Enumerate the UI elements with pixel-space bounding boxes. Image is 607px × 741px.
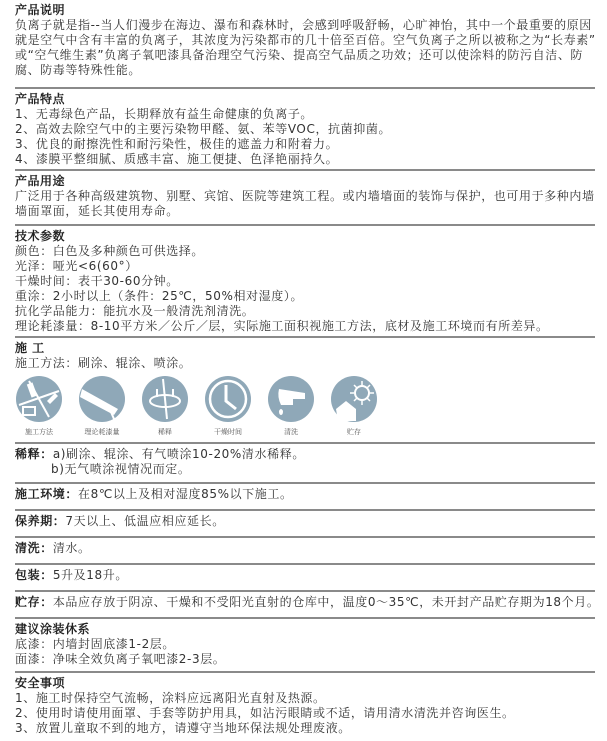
icon-label: 理论耗漆量 bbox=[84, 428, 120, 436]
icon-label: 稀释 bbox=[158, 428, 172, 436]
system-item: 面漆：净味全效负离子氧吧漆2-3层。 bbox=[15, 652, 226, 666]
dilution-a: a)刷涂、辊涂、有气喷涂10-20%清水稀释。 bbox=[52, 447, 305, 461]
section-title: 安全事项 bbox=[15, 676, 66, 690]
storage-sun-icon bbox=[330, 375, 378, 423]
section-title: 施 工 bbox=[15, 341, 45, 355]
section-construction bbox=[15, 338, 595, 444]
packaging-label: 包装： bbox=[15, 568, 53, 582]
roller-icon bbox=[78, 375, 126, 423]
spec-item: 重涂：2小时以上（条件：25℃，50%相对湿度）。 bbox=[15, 289, 304, 303]
spec-item: 干燥时间：表干30-60分钟。 bbox=[15, 274, 179, 288]
section-title: 产品说明 bbox=[15, 3, 66, 17]
list-item: 4、漆膜平整细腻、质感丰富、施工便捷、色泽艳丽持久。 bbox=[15, 152, 339, 166]
section-specs bbox=[15, 226, 595, 338]
list-item: 2、高效去除空气中的主要污染物甲醛、氨、苯等VOC，抗菌抑菌。 bbox=[15, 122, 392, 136]
packaging-value: 5升及18升。 bbox=[52, 568, 128, 582]
text-line: 负离子就是指--当人们漫步在海边、瀑布和森林时，会感到呼吸舒畅，心旷神怡，其中一个最重要的原因 bbox=[15, 18, 592, 32]
icon-faucet bbox=[267, 375, 330, 437]
icon-roller bbox=[78, 375, 141, 437]
text-line: 或“空气维生素”负离子氧吧漆具备治理空气污染、提高空气品质之功效；还可以使涂料的防污自洁、防 bbox=[15, 48, 584, 62]
environment-label: 施工环境： bbox=[15, 487, 79, 501]
section-title: 建议涂装休系 bbox=[15, 622, 91, 636]
text-line: 腐、防毒等特殊性能。 bbox=[15, 63, 142, 77]
section-title: 产品特点 bbox=[15, 92, 66, 106]
system-item: 底漆：内墙封固底漆1-2层。 bbox=[15, 637, 176, 651]
icon-clock bbox=[204, 375, 267, 437]
dilution-b: b)无气喷涂视情况而定。 bbox=[51, 462, 191, 476]
list-item: 3、优良的耐擦洗性和耐污染性，极佳的遮盖力和附着力。 bbox=[15, 137, 339, 151]
section-environment bbox=[15, 484, 595, 511]
section-description bbox=[15, 0, 595, 89]
icon-label: 干燥时间 bbox=[214, 428, 242, 436]
storage-label: 贮存： bbox=[15, 595, 53, 609]
section-features bbox=[15, 89, 595, 171]
spec-item: 抗化学品能力：能抗水及一般清洗剂清洗。 bbox=[15, 304, 255, 318]
tools-icon bbox=[15, 375, 63, 423]
curing-value: 7天以上、低温应相应延长。 bbox=[65, 514, 225, 528]
stir-icon bbox=[141, 375, 189, 423]
icon-label: 清洗 bbox=[284, 428, 298, 436]
section-usage bbox=[15, 171, 595, 226]
spec-item: 光泽：哑光<6(60°） bbox=[15, 259, 138, 273]
section-title: 产品用途 bbox=[15, 174, 66, 188]
icon-row bbox=[15, 375, 595, 437]
text-line: 墙面罩面，延长其使用寿命。 bbox=[15, 204, 179, 218]
icon-label: 施工方法 bbox=[25, 428, 53, 436]
icon-storage bbox=[330, 375, 393, 437]
section-cleaning bbox=[15, 538, 595, 565]
dilution-label: 稀释： bbox=[15, 447, 53, 461]
safety-item: 2、使用时请使用面罩、手套等防护用具，如沾污眼睛或不适，请用清水清洗并咨询医生。 bbox=[15, 706, 515, 720]
safety-item: 3、放置儿童取不到的地方，请遵守当地环保法规处理废液。 bbox=[15, 721, 351, 735]
curing-label: 保养期： bbox=[15, 514, 66, 528]
list-item: 1、无毒绿色产品，长期释放有益生命健康的负离子。 bbox=[15, 107, 314, 121]
icon-tools bbox=[15, 375, 78, 437]
text-line: 广泛用于各种高级建筑物、别墅、宾馆、医院等建筑工程。或内墙墙面的装饰与保护，也可用于多种内墙 bbox=[15, 189, 595, 203]
text-line: 就是空气中含有丰富的负离子，其浓度为污染都市的几十倍至百倍。空气负离子之所以被称之为“长寿素” bbox=[15, 33, 596, 47]
icon-stir bbox=[141, 375, 204, 437]
safety-item: 1、施工时保持空气流畅，涂料应远离阳光直射及热源。 bbox=[15, 691, 326, 705]
icon-label: 贮存 bbox=[347, 428, 361, 436]
construction-method: 施工方法：刷涂、辊涂、喷涂。 bbox=[15, 356, 192, 370]
storage-value: 本品应存放于阴凉、干燥和不受阳光直射的仓库中，温度0～35℃，未开封产品贮存期为18个月。 bbox=[52, 595, 600, 609]
spec-item: 理论耗漆量：8-10平方米／公斤／层，实际施工面积视施工方法，底材及施工环境而有所差异。 bbox=[15, 319, 549, 333]
faucet-icon bbox=[267, 375, 315, 423]
clock-icon bbox=[204, 375, 252, 423]
section-packaging bbox=[15, 565, 595, 592]
section-safety bbox=[15, 673, 595, 741]
section-dilution bbox=[15, 444, 595, 484]
section-title: 技术参数 bbox=[15, 229, 66, 243]
section-storage bbox=[15, 592, 600, 619]
cleaning-label: 清洗： bbox=[15, 541, 53, 555]
environment-value: 在8℃以上及相对湿度85%以下施工。 bbox=[78, 487, 293, 501]
section-curing bbox=[15, 511, 595, 538]
section-system bbox=[15, 619, 595, 673]
spec-item: 颜色：白色及多种颜色可供选择。 bbox=[15, 244, 205, 258]
cleaning-value: 清水。 bbox=[52, 541, 91, 555]
